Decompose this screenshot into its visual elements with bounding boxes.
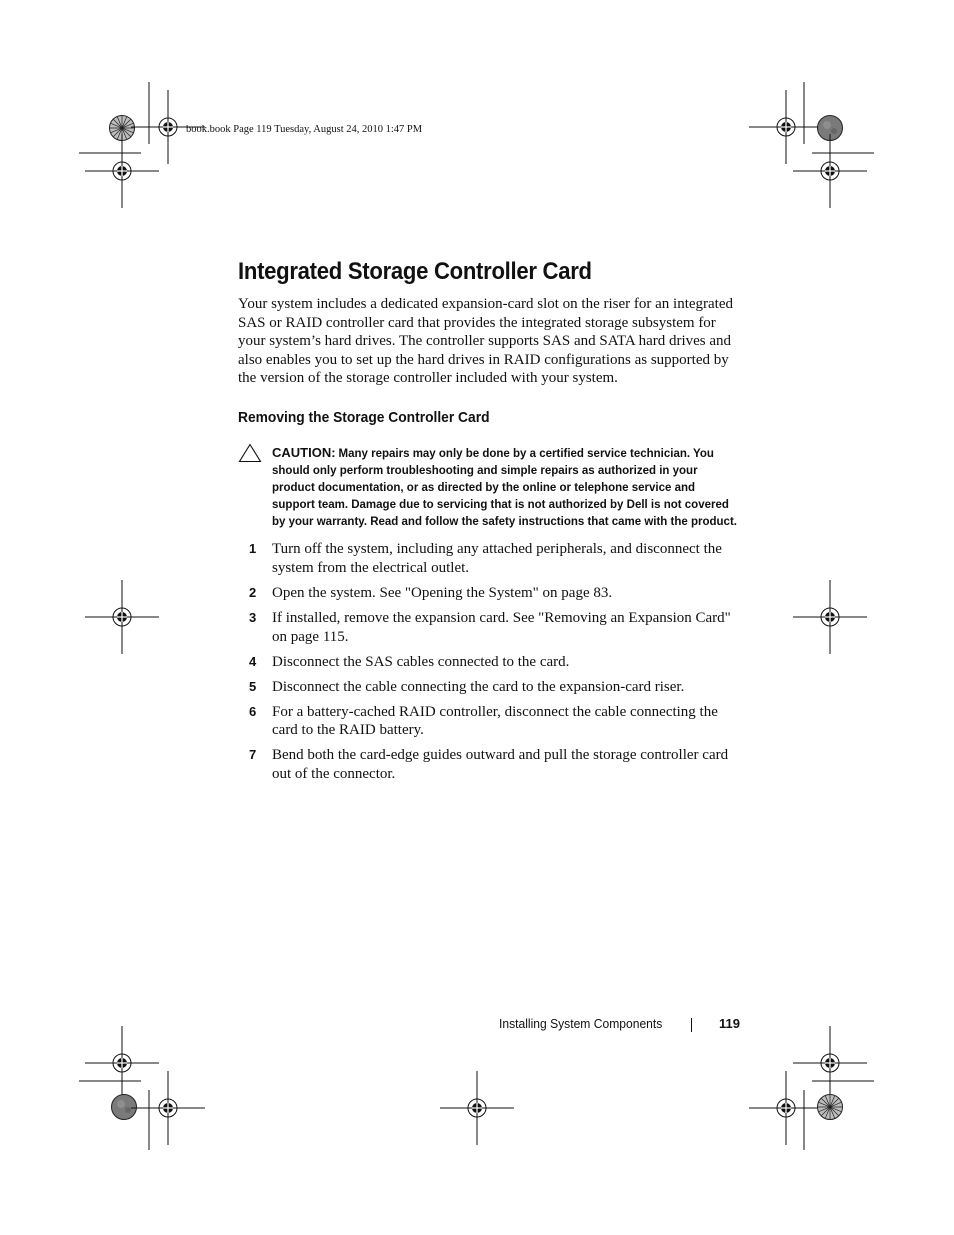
page-number: 119	[719, 1016, 740, 1031]
step-item	[238, 746, 738, 783]
caution-text: Many repairs may only be done by a certified service technician. You should only perform troubleshooting and simple repairs as authorized in your product documentation, or as directed by the online or telephone service and support team. Damage due to servicing that is not authorized by Dell is not covered by your warranty. Read and follow the safety instructions that came with the product.	[272, 447, 737, 529]
step-number: 7	[249, 747, 257, 763]
caution-triangle-icon	[238, 443, 262, 463]
steps-list	[238, 540, 738, 783]
step-item	[238, 584, 738, 603]
page-content	[238, 256, 738, 790]
step-item	[238, 609, 738, 646]
step-text: Turn off the system, including any attached peripherals, and disconnect the system from the electrical outlet.	[272, 541, 722, 577]
step-number: 4	[249, 653, 257, 669]
step-number: 2	[249, 585, 257, 601]
step-text: For a battery-cached RAID controller, disconnect the cable connecting the card to the RAID battery.	[272, 703, 718, 739]
caution-notice	[238, 444, 738, 531]
page-title: Integrated Storage Controller Card	[238, 258, 592, 285]
page-footer	[499, 1016, 740, 1031]
intro-paragraph: Your system includes a dedicated expansion-card slot on the riser for an integrated SAS or RAID controller card that provides the integrated storage subsystem for your system’s hard drives. The controller supports SAS and SATA hard drives and also enables you to set up the hard drives in RAID configurations as supported by the version of the storage controller included with your system.	[238, 296, 733, 387]
footer-divider	[691, 1018, 692, 1032]
step-number: 1	[249, 541, 257, 557]
step-item	[238, 653, 738, 672]
step-number: 5	[249, 678, 257, 694]
step-item	[238, 540, 738, 577]
step-number: 6	[249, 703, 257, 719]
section-heading: Removing the Storage Controller Card	[238, 408, 490, 426]
step-item	[238, 703, 738, 740]
step-text: Bend both the card-edge guides outward and pull the storage controller card out of the connector.	[272, 747, 729, 782]
print-slug: book.book Page 119 Tuesday, August 24, 2010 1:47 PM	[186, 124, 423, 135]
footer-section-title: Installing System Components	[499, 1016, 663, 1031]
step-number: 3	[249, 610, 257, 625]
step-text: If installed, remove the expansion card. See "Removing an Expansion Card" on page 115.	[272, 610, 731, 645]
step-item	[238, 678, 738, 697]
step-text: Disconnect the SAS cables connected to the card.	[272, 653, 570, 670]
step-text: Open the system. See "Opening the System" on page 83.	[272, 585, 613, 602]
step-text: Disconnect the cable connecting the card to the expansion-card riser.	[272, 678, 685, 695]
caution-label: CAUTION:	[272, 444, 336, 460]
